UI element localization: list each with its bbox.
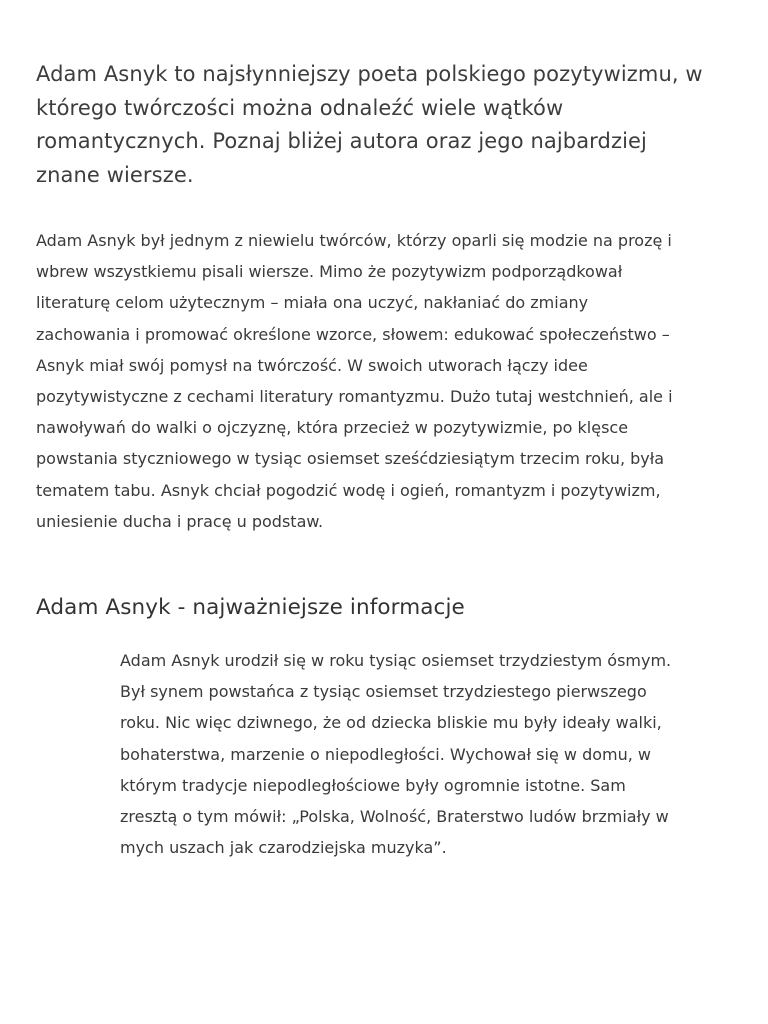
info-paragraph: Adam Asnyk urodził się w roku tysiąc osiemset trzydziestym ósmym. Był synem powstańca z tysiąc osiemset trzydziestego pierwszego roku. Nic więc dziwnego, że od dziecka bliskie mu były ideały walki, bohaterstwa, marzenie o niepodległości. Wychował się w domu, w którym tradycje niepodległościowe były ogromnie istotne. Sam zresztą o tym mówił: „Polska, Wolność, Braterstwo ludów brzmiały w mych uszach jak czarodziejska muzyka”. [120,651,672,858]
article [36,58,716,858]
section-heading: Adam Asnyk - najważniejsze informacje [36,595,465,620]
article-lead: Adam Asnyk to najsłynniejszy poeta polskiego pozytywizmu, w którego twórczości można odnaleźć wiele wątków romantycznych. Poznaj bliżej autora oraz jego najbardziej znane wiersze. [36,62,703,187]
article-body-paragraph: Adam Asnyk był jednym z niewielu twórców, którzy oparli się modzie na prozę i wbrew wszystkiemu pisali wiersze. Mimo że pozytywizm podporządkował literaturę celom użytecznym – miała ona uczyć, nakłaniać do zmiany zachowania i promować określone wzorce, słowem: edukować społeczeństwo – Asnyk miał swój pomysł na twórczość. W swoich utworach łączy idee pozytywistyczne z cechami literatury romantyzmu. Dużo tutaj westchnień, ale i nawoływań do walki o ojczyznę, która przecież w pozytywizmie, po klęsce powstania styczniowego w tysiąc osiemset sześćdziesiątym trzecim roku, była tematem tabu. Asnyk chciał pogodzić wodę i ogień, romantyzm i pozytywizm, uniesienie ducha i pracę u podstaw. [36,231,673,531]
